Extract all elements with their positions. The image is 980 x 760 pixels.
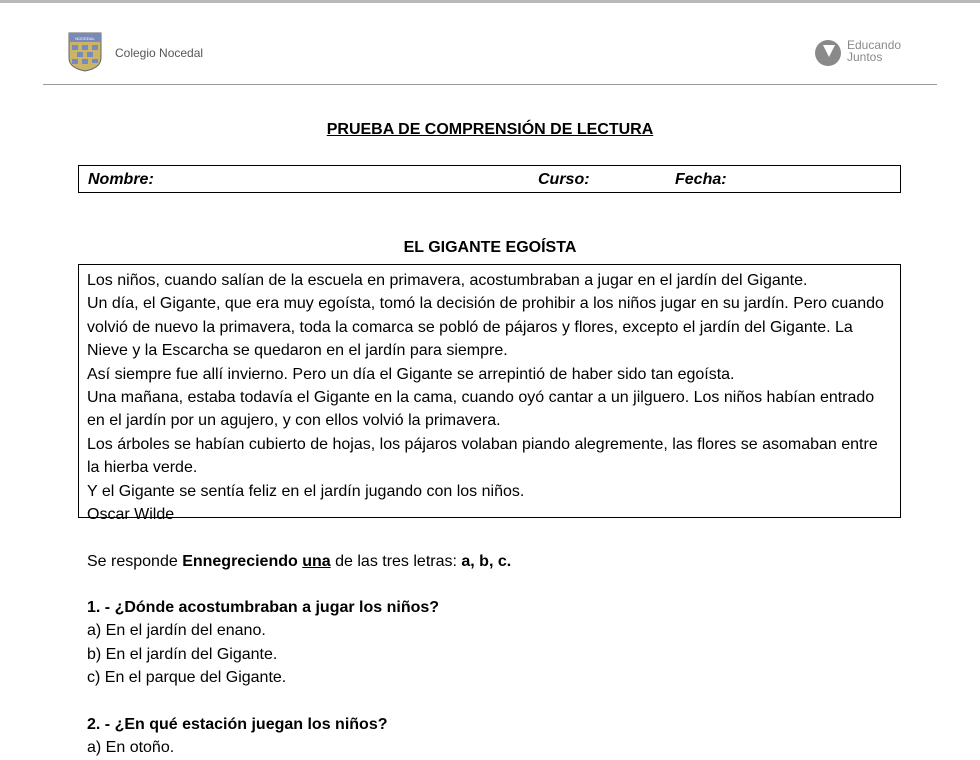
instructions-bold: Ennegreciendo — [182, 553, 298, 570]
student-info-box — [78, 165, 901, 193]
instructions-letters: a, b, c. — [461, 553, 512, 570]
instructions-mid: de las tres letras: — [330, 553, 462, 570]
school-crest-icon — [68, 32, 102, 72]
question-text: 1. - ¿Dónde acostumbraban a jugar los niños? — [87, 599, 440, 616]
page-header — [44, 28, 937, 84]
course-field-label: Curso: — [538, 171, 590, 188]
answer-option-a[interactable]: a) En el jardín del enano. — [87, 622, 266, 640]
school-name: Colegio Nocedal — [115, 46, 204, 60]
instructions-pre: Se responde — [87, 553, 183, 570]
story-paragraph: Y el Gigante se sentía feliz en el jardín jugando con los niños. — [87, 482, 525, 500]
story-paragraph: Los niños, cuando salían de la escuela en primavera, acostumbraban a jugar en el jardín del Gigante. — [87, 272, 808, 289]
story-paragraph: Así siempre fue allí invierno. Pero un día el Gigante se arrepintió de haber sido tan egoísta. — [87, 365, 735, 383]
story-box — [78, 264, 901, 524]
educando-juntos-logo — [815, 38, 925, 70]
instructions-underlined: una — [302, 553, 331, 570]
name-field-label: Nombre: — [88, 171, 154, 188]
story-paragraph: Una mañana, estaba todavía el Gigante en la cama, cuando oyó cantar a un jilguero. Los niños habían entrado en el jardín por un agujero, y con ellos volvió la primavera. — [87, 389, 875, 430]
story-author: Oscar Wilde — [87, 506, 175, 524]
top-border — [0, 0, 980, 3]
question-2 — [87, 713, 387, 760]
question-1 — [87, 596, 439, 690]
story-paragraph: Los árboles se habían cubierto de hojas, los pájaros volaban piando alegremente, las flores se asomaban entre la hierba verde. — [87, 435, 878, 477]
header-divider — [43, 84, 937, 85]
document-title: PRUEBA DE COMPRENSIÓN DE LECTURA — [326, 121, 654, 138]
crest-label: NOCEDAL — [75, 36, 95, 41]
question-text: 2. - ¿En qué estación juegan los niños? — [87, 716, 388, 733]
answer-option-a[interactable]: a) En otoño. — [87, 739, 175, 757]
story-paragraph: Un día, el Gigante, que era muy egoísta, tomó la decisión de prohibir a los niños jugar en su jardín. Pero cuando volvió de nuevo la primavera, toda la comarca se pobló de pájaros y flores, excepto el jardín del Gigante. La Nieve y la Escarcha se quedaron en el jardín para siempre. — [87, 295, 884, 360]
answer-option-c[interactable]: c) En el parque del Gigante. — [87, 669, 287, 687]
date-field-label: Fecha: — [675, 171, 727, 188]
instructions — [87, 550, 511, 573]
logo-line-2: Juntos — [847, 50, 883, 64]
story-title: EL GIGANTE EGOÍSTA — [403, 239, 577, 256]
logo-icon — [815, 40, 841, 66]
answer-option-b[interactable]: b) En el jardín del Gigante. — [87, 645, 278, 663]
logo-line-1: Educando — [847, 38, 902, 52]
